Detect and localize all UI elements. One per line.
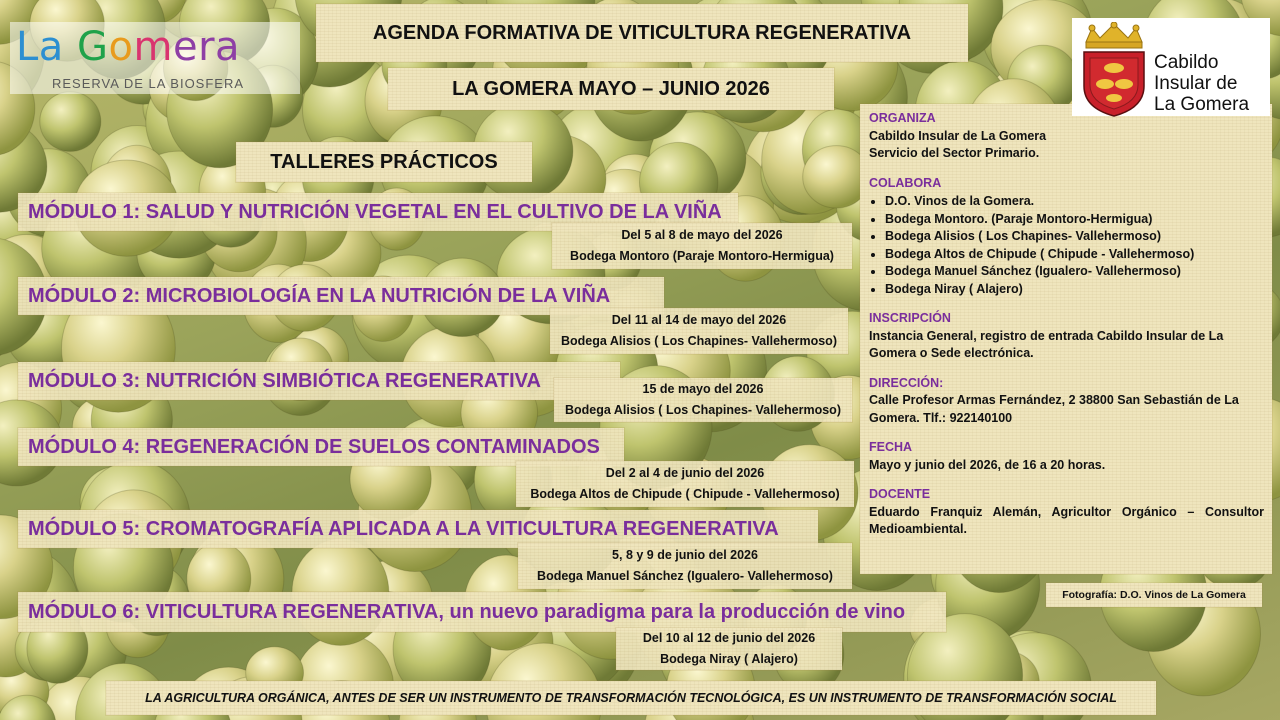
colabora-section (869, 175, 1264, 299)
event-info-panel (860, 104, 1272, 574)
agenda-subtitle: LA GOMERA MAYO – JUNIO 2026 (388, 68, 834, 110)
docente-section (869, 486, 1264, 539)
colabora-heading: COLABORA (869, 175, 942, 190)
footer-quote: LA AGRICULTURA ORGÁNICA, ANTES DE SER UN INSTRUMENTO DE TRANSFORMACIÓN TECNOLÓGICA, ES UN INSTRUMENTO DE TRANSFORMACIÓN SOCIAL (106, 681, 1156, 715)
module-6-details (616, 628, 842, 670)
list-item: • Bodega Altos de Chipude ( Chipude - Vallehermoso) (885, 246, 1264, 264)
list-item: • D.O. Vinos de la Gomera. (885, 193, 1264, 211)
colabora-list (869, 193, 1264, 298)
cabildo-logo-text: Cabildo Insular de La Gomera (1154, 52, 1250, 115)
module-5-details (518, 543, 852, 589)
module-5-place: Bodega Manuel Sánchez (Igualero- Vallehermoso) (537, 569, 833, 583)
docente-heading: DOCENTE (869, 487, 931, 501)
organiza-section (869, 110, 1264, 163)
module-2-details (550, 308, 848, 354)
module-2-title: MÓDULO 2: MICROBIOLOGÍA EN LA NUTRICIÓN DE LA VIÑA (18, 277, 664, 315)
organiza-heading: ORGANIZA (869, 111, 936, 125)
module-1-date: Del 5 al 8 de mayo del 2026 (621, 228, 783, 242)
module-5-date: 5, 8 y 9 de junio del 2026 (612, 548, 758, 562)
la-gomera-biosphere-logo (10, 22, 300, 94)
la-gomera-wordmark: La Gomera (16, 24, 241, 70)
module-4-place: Bodega Altos de Chipude ( Chipude - Vallehermoso) (530, 487, 840, 501)
module-3-date: 15 de mayo del 2026 (642, 382, 764, 396)
module-6-title: MÓDULO 6: VITICULTURA REGENERATIVA, un nuevo paradigma para la producción de vino (18, 592, 946, 632)
inscripcion-section (869, 310, 1264, 363)
list-item: • Bodega Montoro. (Paraje Montoro-Hermigua) (885, 211, 1264, 229)
list-item: • Bodega Manuel Sánchez (Igualero- Vallehermoso) (885, 263, 1264, 281)
organiza-line: Cabildo Insular de La Gomera (869, 128, 1047, 143)
list-item: • Bodega Alisios ( Los Chapines- Vallehermoso) (885, 228, 1264, 246)
fecha-heading: FECHA (869, 440, 913, 454)
module-5-title: MÓDULO 5: CROMATOGRAFÍA APLICADA A LA VITICULTURA REGENERATIVA (18, 510, 818, 548)
section-title-talleres: TALLERES PRÁCTICOS (236, 142, 532, 182)
module-1-title: MÓDULO 1: SALUD Y NUTRICIÓN VEGETAL EN EL CULTIVO DE LA VIÑA (18, 193, 738, 231)
direccion-text: Calle Profesor Armas Fernández, 2 38800 San Sebastián de La Gomera. Tlf.: 922140100 (869, 393, 1239, 425)
module-1-details (552, 223, 852, 269)
module-1-place: Bodega Montoro (Paraje Montoro-Hermigua) (570, 249, 834, 263)
direccion-section (869, 375, 1264, 428)
direccion-heading: DIRECCIÓN: (869, 375, 944, 390)
inscripcion-text: Instancia General, registro de entrada Cabildo Insular de La Gomera o Sede electrónica. (869, 328, 1224, 360)
module-3-place: Bodega Alisios ( Los Chapines- Vallehermoso) (565, 403, 841, 417)
docente-text: Eduardo Franquiz Alemán, Agricultor Orgánico – Consultor Medioambiental. (869, 504, 1264, 536)
module-3-details (554, 378, 852, 422)
agenda-title: AGENDA FORMATIVA DE VITICULTURA REGENERATIVA (316, 4, 968, 62)
cabildo-coat-of-arms-icon (1078, 22, 1150, 118)
module-2-place: Bodega Alisios ( Los Chapines- Vallehermoso) (561, 334, 837, 348)
module-2-date: Del 11 al 14 de mayo del 2026 (611, 313, 787, 327)
cabildo-logo (1072, 18, 1270, 116)
fecha-section (869, 439, 1264, 474)
module-4-details (516, 461, 854, 507)
module-4-date: Del 2 al 4 de junio del 2026 (605, 466, 765, 480)
inscripcion-heading: INSCRIPCIÓN (869, 311, 951, 325)
module-6-place: Bodega Niray ( Alajero) (660, 652, 798, 666)
list-item: • Bodega Niray ( Alajero) (885, 281, 1264, 299)
biosphere-reserve-label: RESERVA DE LA BIOSFERA (52, 76, 245, 91)
module-3-title: MÓDULO 3: NUTRICIÓN SIMBIÓTICA REGENERATIVA (18, 362, 620, 400)
module-4-title: MÓDULO 4: REGENERACIÓN DE SUELOS CONTAMINADOS (18, 428, 624, 466)
photo-credit: Fotografía: D.O. Vinos de La Gomera (1046, 583, 1262, 607)
organiza-line: Servicio del Sector Primario. (869, 146, 1040, 160)
fecha-text: Mayo y junio del 2026, de 16 a 20 horas. (869, 457, 1106, 472)
module-6-date: Del 10 al 12 de junio del 2026 (642, 631, 816, 645)
